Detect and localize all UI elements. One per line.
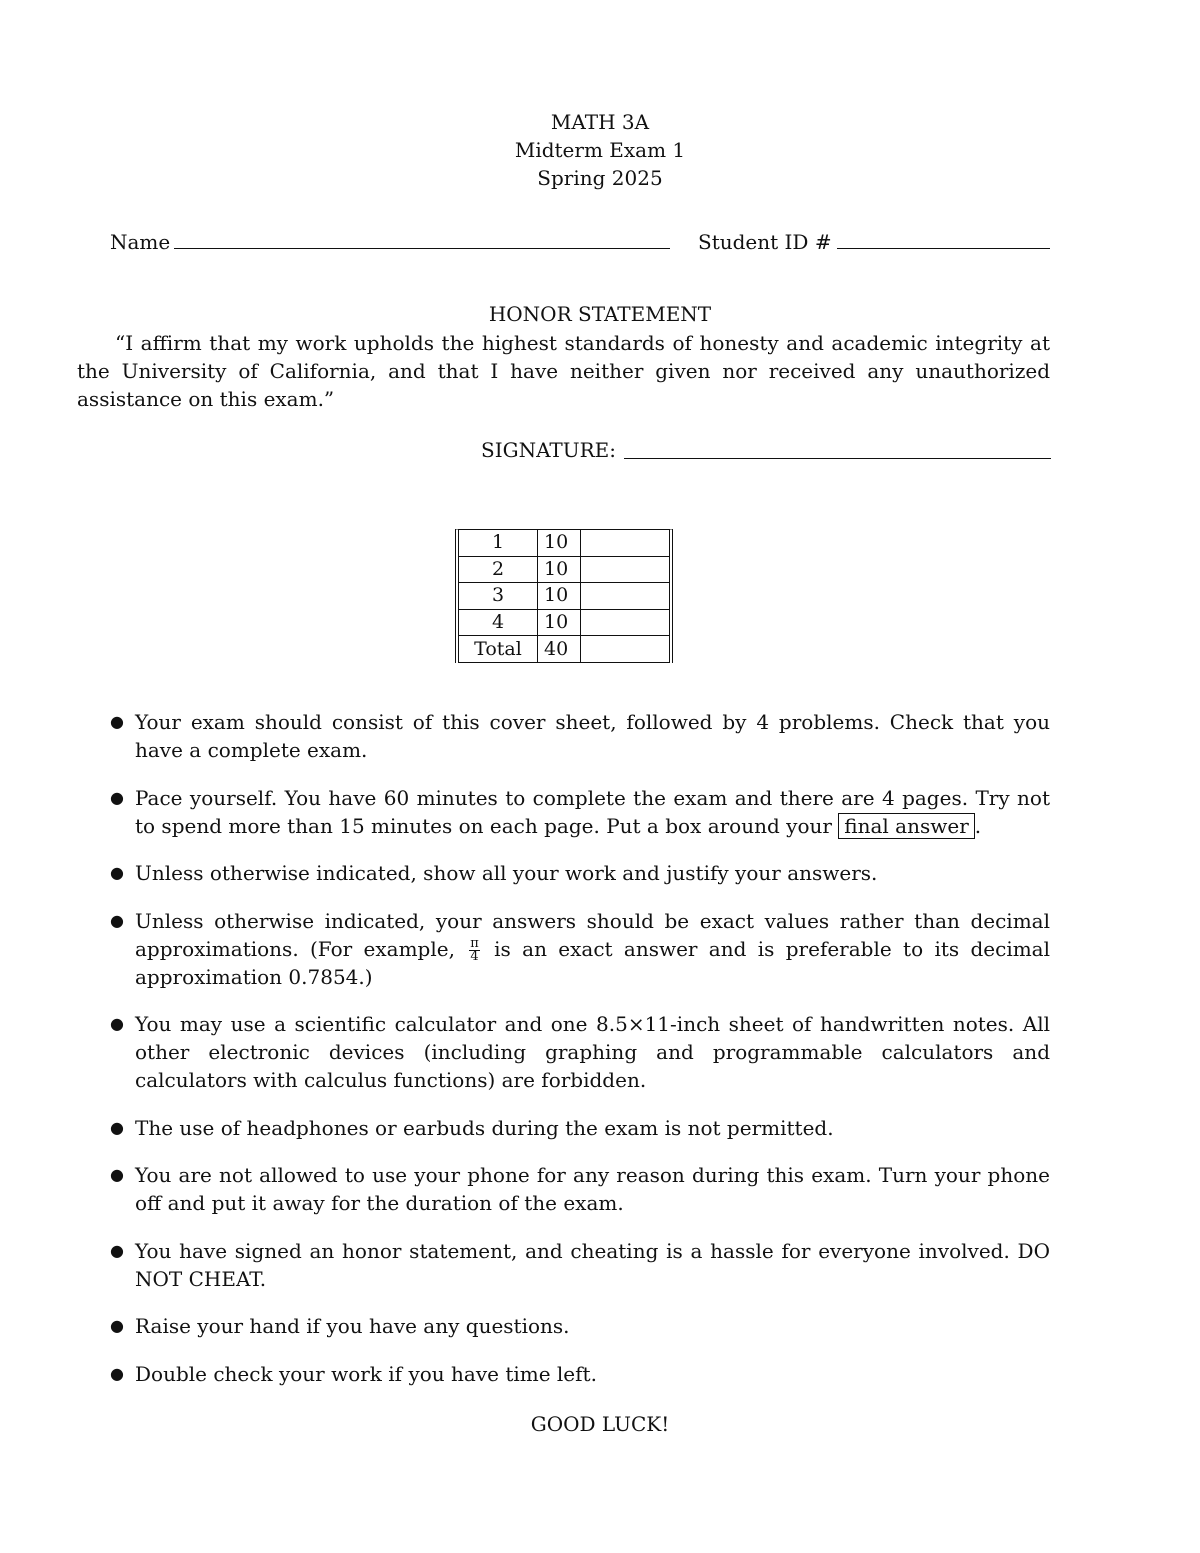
question-cell: Total	[459, 636, 538, 663]
fraction-numerator: π	[470, 935, 479, 951]
signature-label: SIGNATURE:	[481, 438, 617, 462]
instruction-text: Unless otherwise indicated, show all your work and justify your answers.	[135, 861, 878, 885]
name-id-row	[110, 228, 1050, 258]
score-cell	[581, 610, 669, 637]
list-item	[110, 1360, 1050, 1388]
list-item	[110, 1161, 1050, 1217]
bullet-icon: ●	[110, 1363, 124, 1383]
instruction-text: Your exam should consist of this cover sheet, followed by 4 problems. Check that you have a complete exam.	[135, 710, 1050, 762]
exam-title: Midterm Exam 1	[514, 138, 686, 162]
score-cell	[581, 530, 669, 557]
course-title: MATH 3A	[550, 110, 650, 134]
student-id-field-line[interactable]	[837, 248, 1050, 249]
instructions-list	[110, 708, 1050, 1407]
honor-statement-text: “I affirm that my work upholds the highest standards of honesty and academic integrity at the University of California, and that I have neither given nor received any unauthorized assistance on this exam.”	[77, 331, 1050, 411]
bullet-icon: ●	[110, 712, 124, 731]
good-luck-text: GOOD LUCK!	[530, 1412, 670, 1436]
instruction-text: You have signed an honor statement, and cheating is a hassle for everyone involved. DO NOT CHEAT.	[135, 1238, 1050, 1291]
table-row	[459, 636, 669, 663]
table-row	[459, 610, 669, 637]
points-cell: 10	[538, 530, 581, 557]
points-cell: 10	[538, 557, 581, 584]
student-id-label: Student ID #	[698, 230, 832, 254]
instruction-text: .	[974, 813, 982, 838]
question-cell: 4	[459, 610, 538, 637]
question-cell: 2	[459, 557, 538, 584]
instruction-text: The use of headphones or earbuds during the exam is not permitted.	[135, 1115, 834, 1140]
bullet-icon: ●	[110, 1165, 124, 1184]
bullet-icon: ●	[110, 787, 124, 807]
score-cell	[581, 557, 669, 584]
signature-row	[481, 436, 1051, 466]
question-cell: 1	[459, 530, 538, 557]
honor-heading: HONOR STATEMENT	[488, 302, 712, 326]
instruction-text: Raise your hand if you have any questions.	[135, 1314, 570, 1338]
list-item	[110, 708, 1050, 764]
instruction-text: You are not allowed to use your phone for any reason during this exam. Turn your phone off and put it away for the duration of the exam.	[135, 1163, 1050, 1215]
name-label: Name	[110, 230, 171, 254]
bullet-icon: ●	[110, 1117, 124, 1137]
instruction-text: Double check your work if you have time left.	[135, 1361, 597, 1386]
list-item	[110, 859, 1050, 887]
table-row	[459, 557, 669, 584]
exam-title-block	[0, 108, 1200, 192]
final-answer-box: final answer	[838, 813, 974, 839]
list-item	[110, 1114, 1050, 1142]
fraction-denominator: 4	[470, 948, 479, 964]
bullet-icon: ●	[110, 1014, 124, 1033]
bullet-icon: ●	[110, 1240, 124, 1260]
exam-term: Spring 2025	[537, 166, 663, 190]
question-cell: 3	[459, 583, 538, 610]
score-cell	[581, 636, 669, 663]
list-item	[110, 784, 1050, 840]
instruction-text: Unless otherwise indicated, your answers should be exact values rather than decimal approximations. (For example,	[135, 908, 1050, 961]
points-cell: 40	[538, 636, 581, 663]
bullet-icon: ●	[110, 1316, 124, 1335]
list-item	[110, 1010, 1050, 1094]
table-row	[459, 583, 669, 610]
list-item	[110, 907, 1050, 991]
bullet-icon: ●	[110, 863, 124, 882]
instruction-text: is an exact answer and is preferable to its decimal approximation 0.7854.)	[135, 936, 1051, 989]
points-cell: 10	[538, 610, 581, 637]
list-item	[110, 1312, 1050, 1340]
name-field-line[interactable]	[174, 248, 670, 249]
instruction-text: You may use a scientific calculator and one 8.5×11-inch sheet of handwritten notes. All other electronic devices (including graphing and programmable calculators and calculators with calculus functions) are forbidden.	[135, 1012, 1050, 1092]
signature-line[interactable]	[624, 458, 1051, 459]
points-cell: 10	[538, 583, 581, 610]
pi-over-four-fraction	[469, 935, 480, 964]
score-cell	[581, 583, 669, 610]
bullet-icon: ●	[110, 910, 124, 930]
list-item	[110, 1237, 1050, 1293]
table-row	[459, 530, 669, 557]
score-table	[455, 529, 673, 663]
instruction-text: Pace yourself. You have 60 minutes to complete the exam and there are 4 pages. Try not to spend more than 15 minutes on each page. Put a box around your	[135, 785, 1050, 838]
